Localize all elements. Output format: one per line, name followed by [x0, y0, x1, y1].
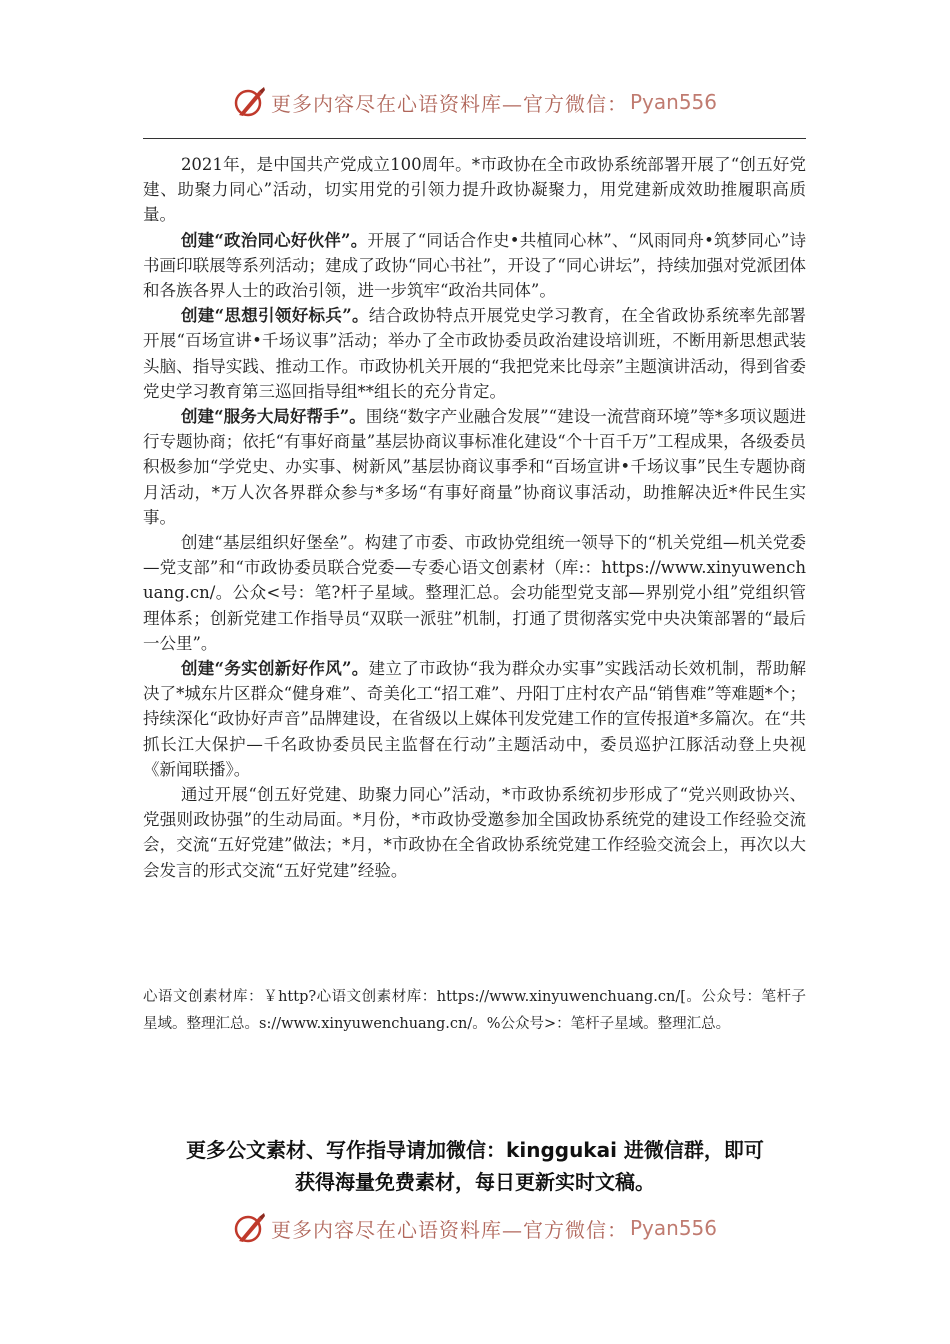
- paragraph: 创建“务实创新好作风”。建立了市政协“我为群众办实事”实践活动长效机制，帮助解决了*城东片区群众“健身难”、奇美化工“招工难”、丹阳丁庄村农产品“销售难”等难题*个；持续深化“政协好声音”品牌建设，在省级以上媒体刊发党建工作的宣传报道*多篇次。在“共抓长江大保护—千名政协委员民主监督在行动”主题活动中，委员巡护江豚活动登上央视《新闻联播》。: [143, 659, 807, 779]
- header-banner-text: 更多内容尽在心语资料库—官方微信：: [270, 91, 628, 116]
- pen-logo-icon: [233, 1211, 267, 1245]
- header-divider: [143, 138, 806, 139]
- paragraph-lead: 创建“务实创新好作风”。: [180, 659, 369, 679]
- footer-banner: [0, 1208, 950, 1248]
- paragraph: 创建“服务大局好帮手”。围绕“数字产业融合发展”“建设一流营商环境”等*多项议题进行专题协商；依托“有事好商量”基层协商议事标准化建设“个十百千万”工程成果，各级委员积极参加“学党史、办实事、树新风”基层协商议事季和“百场宣讲•千场议事”民生专题协商月活动，*万人次各界群众参与*多场“有事好商量”协商议事活动，助推解决近*件民生实事。: [143, 407, 806, 527]
- promo-text: [120, 1134, 830, 1198]
- paragraph-lead: 创建“服务大局好帮手”。: [180, 407, 366, 427]
- header-banner: [0, 82, 950, 122]
- paragraph: 2021年，是中国共产党成立100周年。*市政协在全市政协系统部署开展了“创五好党建、助聚力同心”活动，切实用党的引领力提升政协凝聚力，用党建新成效助推履职高质量。: [143, 155, 806, 225]
- paragraph: 通过开展“创五好党建、助聚力同心”活动，*市政协系统初步形成了“党兴则政协兴、党强则政协强”的生动局面。*月份，*市政协受邀参加全国政协系统党的建设工作经验交流会，交流“五好党建”做法；*月，*市政协在全省政协系统党建工作经验交流会上，再次以大会发言的形式交流“五好党建”经验。: [143, 785, 806, 880]
- promo-line-1: 更多公文素材、写作指导请加微信：kinggukai 进微信群，即可: [186, 1138, 764, 1162]
- paragraph: 创建“思想引领好标兵”。结合政协特点开展党史学习教育，在全省政协系统率先部署开展“百场宣讲•千场议事”活动；举办了全市政协委员政治建设培训班，不断用新思想武装头脑、指导实践、推动工作。市政协机关开展的“我把党来比母亲”主题演讲活动，得到省委党史学习教育第三巡回指导组**组长的充分肯定。: [143, 306, 807, 401]
- paragraph: 创建“基层组织好堡垒”。构建了市委、市政协党组统一领导下的“机关党组—机关党委—党支部”和“市政协委员联合党委—专委心语文创素材（库:：https://www.xinyuwenchuang.cn/。公众<号：笔?杆子星域。整理汇总。会功能型党支部—界别党小组”党组织管理体系；创新党建工作指导员“双联一派驻”机制，打通了贯彻落实党中央决策部署的“最后一公里”。: [143, 533, 806, 653]
- header-banner-id: Pyan556: [629, 90, 717, 114]
- paragraph: 创建“政治同心好伙伴”。开展了“同话合作史•共植同心林”、“风雨同舟•筑梦同心”诗书画印联展等系列活动；建成了政协“同心书社”，开设了“同心讲坛”，持续加强对党派团体和各族各界人士的政治引领，进一步筑牢“政治共同体”。: [143, 230, 806, 301]
- article-body: [143, 152, 806, 883]
- paragraph-lead: 创建“政治同心好伙伴”。: [180, 230, 368, 250]
- footer-banner-id: Pyan556: [629, 1216, 717, 1240]
- promo-line-2: 获得海量免费素材，每日更新实时文稿。: [295, 1170, 655, 1194]
- footer-banner-text: 更多内容尽在心语资料库—官方微信：: [270, 1217, 628, 1242]
- source-note: 心语文创素材库：￥http?心语文创素材库：https://www.xinyuwenchuang.cn/[。公众号：笔杆子星域。整理汇总。s://www.xinyuwenchuang.cn/。%公众号>：笔杆子星域。整理汇总。: [143, 989, 806, 1032]
- paragraph-lead: 创建“思想引领好标兵”。: [180, 306, 369, 326]
- pen-logo-icon: [233, 85, 267, 119]
